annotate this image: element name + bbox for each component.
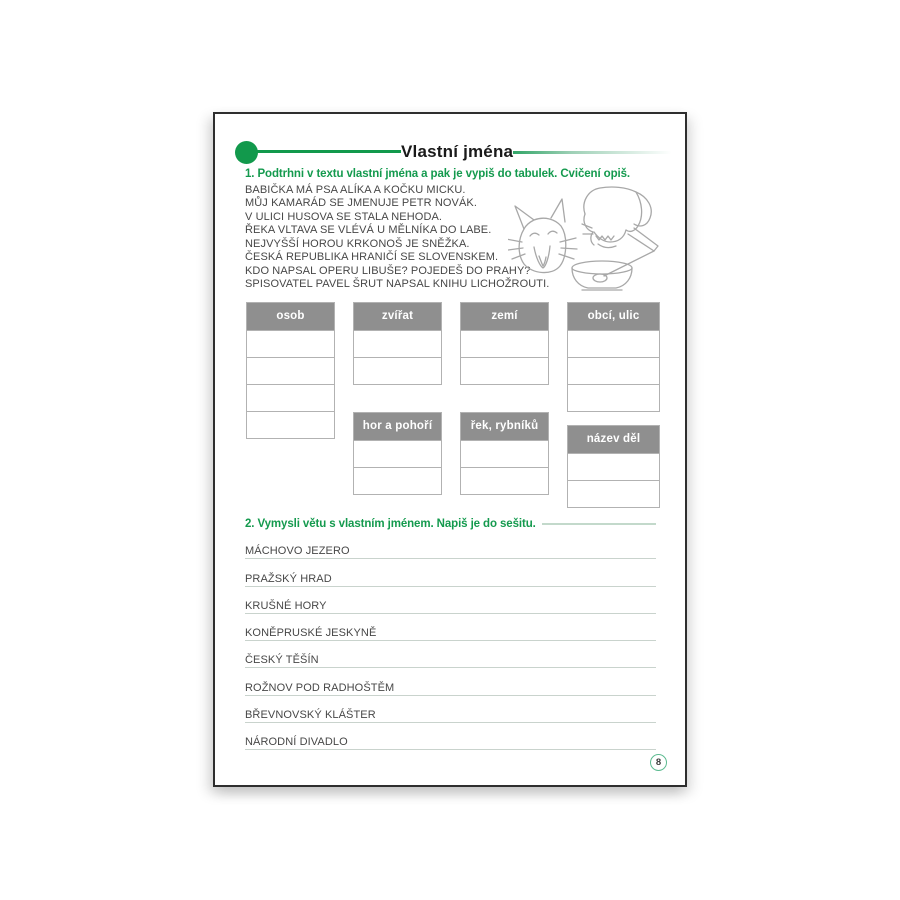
table-rek-rybniku-header: řek, rybníků xyxy=(461,413,548,440)
exercise1-instruction: 1. Podtrhni v textu vlastní jména a pak je vypiš do tabulek. Cvičení opiš. xyxy=(245,168,630,180)
table-osob-cell[interactable] xyxy=(247,411,334,438)
page-title: Vlastní jména xyxy=(401,142,514,161)
exercise1-sentences xyxy=(245,184,549,292)
table-zemi xyxy=(460,302,549,385)
table-zemi-header: zemí xyxy=(461,303,548,330)
table-zvirat-header: zvířat xyxy=(354,303,441,330)
table-rek-rybniku xyxy=(460,412,549,495)
table-obci-ulic-cell[interactable] xyxy=(568,357,659,384)
write-line[interactable]: KONĚPRUSKÉ JESKYNĚ xyxy=(245,614,656,641)
exercise2-instruction-rule xyxy=(542,523,656,525)
table-nazev-del-cell[interactable] xyxy=(568,453,659,480)
write-line[interactable]: PRAŽSKÝ HRAD xyxy=(245,559,656,586)
table-zvirat-cell[interactable] xyxy=(354,357,441,384)
sentence-line: ŘEKA VLTAVA SE VLÉVÁ U MĚLNÍKA DO LABE. xyxy=(245,224,492,237)
exercise2-instruction-row xyxy=(245,518,656,530)
table-hor-a-pohori-cell[interactable] xyxy=(354,467,441,494)
table-osob-cell[interactable] xyxy=(247,384,334,411)
cat-and-dog-illustration xyxy=(508,184,668,296)
sentence-line: KDO NAPSAL OPERU LIBUŠE? POJEDEŠ DO PRAHY? xyxy=(245,264,531,277)
table-hor-a-pohori-cell[interactable] xyxy=(354,440,441,467)
table-obci-ulic-cell[interactable] xyxy=(568,384,659,411)
exercise2-write-lines xyxy=(245,532,656,750)
exercise2-instruction: 2. Vymysli větu s vlastním jménem. Napiš je do sešitu. xyxy=(245,518,536,530)
title-rule-left xyxy=(255,150,401,153)
table-osob-cell[interactable] xyxy=(247,330,334,357)
sentence-line: BABIČKA MÁ PSA ALÍKA A KOČKU MICKU. xyxy=(245,184,466,196)
table-obci-ulic-header: obcí, ulic xyxy=(568,303,659,330)
write-line[interactable]: KRUŠNÉ HORY xyxy=(245,587,656,614)
sentence-line: MŮJ KAMARÁD SE JMENUJE PETR NOVÁK. xyxy=(245,197,477,210)
table-nazev-del-cell[interactable] xyxy=(568,480,659,507)
write-line[interactable]: BŘEVNOVSKÝ KLÁŠTER xyxy=(245,696,656,723)
table-zvirat xyxy=(353,302,442,385)
write-line[interactable]: ROŽNOV POD RADHOŠTĚM xyxy=(245,668,656,695)
worksheet-page xyxy=(213,112,687,787)
sentence-line: NEJVYŠŠÍ HOROU KRKONOŠ JE SNĚŽKA. xyxy=(245,237,470,250)
table-hor-a-pohori-header: hor a pohoří xyxy=(354,413,441,440)
write-line[interactable]: MÁCHOVO JEZERO xyxy=(245,532,656,559)
table-rek-rybniku-cell[interactable] xyxy=(461,440,548,467)
table-rek-rybniku-cell[interactable] xyxy=(461,467,548,494)
sentence-line: V ULICI HUSOVA SE STALA NEHODA. xyxy=(245,210,443,223)
table-zemi-cell[interactable] xyxy=(461,357,548,384)
table-zemi-cell[interactable] xyxy=(461,330,548,357)
table-osob-header: osob xyxy=(247,303,334,330)
write-line[interactable]: ČESKÝ TĚŠÍN xyxy=(245,641,656,668)
table-nazev-del xyxy=(567,425,660,508)
table-hor-a-pohori xyxy=(353,412,442,495)
table-osob-cell[interactable] xyxy=(247,357,334,384)
sentence-line: SPISOVATEL PAVEL ŠRUT NAPSAL KNIHU LICHOŽROUTI. xyxy=(245,278,550,291)
sentence-line: ČESKÁ REPUBLIKA HRANIČÍ SE SLOVENSKEM. xyxy=(245,251,499,264)
page-number-badge: 8 xyxy=(650,754,667,771)
table-nazev-del-header: název děl xyxy=(568,426,659,453)
title-rule-right xyxy=(513,151,680,154)
table-obci-ulic xyxy=(567,302,660,412)
table-osob xyxy=(246,302,335,439)
table-obci-ulic-cell[interactable] xyxy=(568,330,659,357)
write-line[interactable]: NÁRODNÍ DIVADLO xyxy=(245,723,656,750)
table-zvirat-cell[interactable] xyxy=(354,330,441,357)
